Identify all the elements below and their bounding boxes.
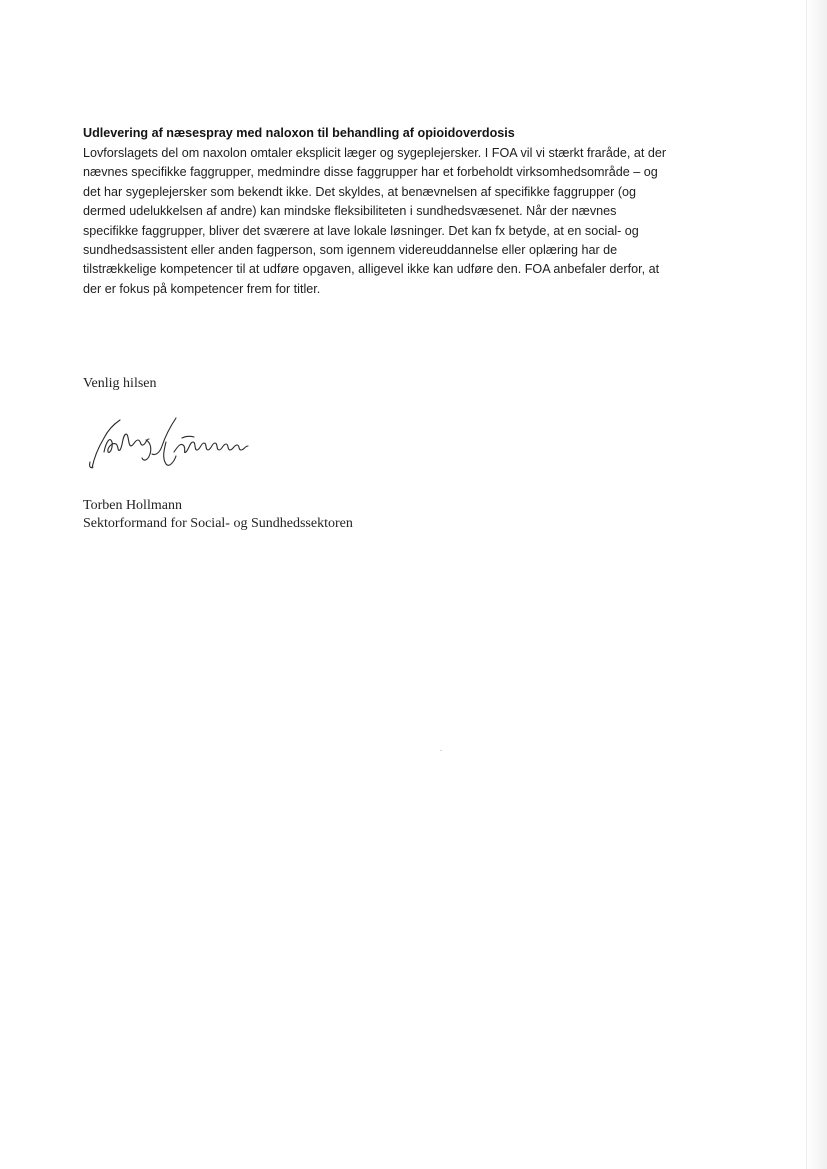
paragraph-line: sundhedsassistent eller anden fagperson, som igennem videreuddannelse eller oplæring har de — [83, 243, 618, 258]
scan-speck — [440, 750, 442, 751]
paragraph-line: dermed udelukkelsen af andre) kan mindske fleksibiliteten i sundhedsvæsenet. Når der nævnes — [83, 204, 617, 219]
paragraph-line: der er fokus på kompetencer frem for titler. — [83, 281, 321, 296]
paragraph-line: tilstrækkelige kompetencer til at udføre opgaven, alligevel ikke kan udføre den. FOA anbefaler derfor, at — [83, 262, 660, 277]
signature-block — [83, 497, 353, 533]
section-heading: Udlevering af næsespray med naloxon til behandling af opioidoverdosis — [83, 126, 515, 140]
paragraph-line: specifikke faggrupper, bliver det sværere at lave lokale løsninger. Det kan fx betyde, at en social- og — [83, 223, 639, 238]
signer-name: Torben Hollmann — [83, 498, 182, 513]
signer-title: Sektorformand for Social- og Sundhedssektoren — [83, 516, 353, 531]
handwritten-signature — [86, 412, 256, 478]
paragraph-line: nævnes specifikke faggrupper, medmindre disse faggrupper har et forbeholdt virksomhedsområde – og — [83, 165, 658, 180]
paragraph-line: Lovforslagets del om naxolon omtaler eksplicit læger og sygeplejersker. I FOA vil vi stærkt fraråde, at der — [83, 146, 667, 160]
naloxon-section — [83, 124, 708, 299]
closing-greeting: Venlig hilsen — [83, 376, 157, 391]
scan-edge — [805, 0, 827, 1169]
scan-edge-line — [806, 0, 807, 1169]
paragraph-line: det har sygeplejersker som bekendt ikke. Det skyldes, at benævnelsen af specifikke faggrupper (og — [83, 184, 637, 199]
